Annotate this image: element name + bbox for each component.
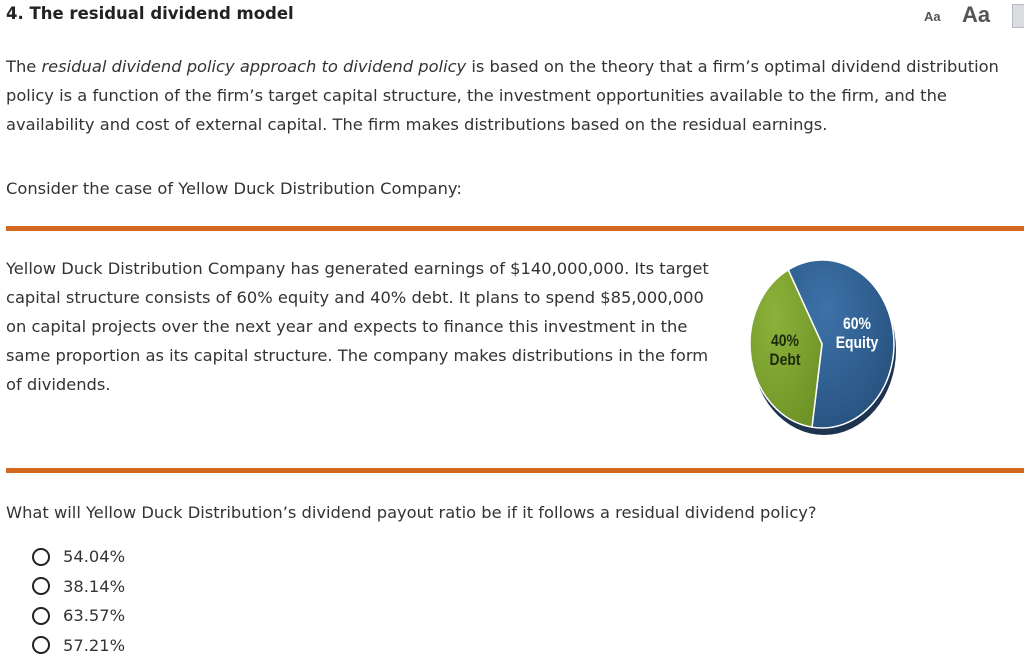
answer-options xyxy=(32,542,125,660)
intro-emphasis: residual dividend policy approach to dividend policy xyxy=(41,57,467,76)
option-label: 38.14% xyxy=(63,576,126,596)
question-text: What will Yellow Duck Distribution’s dividend payout ratio be if it follows a residual dividend policy? xyxy=(6,503,817,522)
answer-option-4[interactable] xyxy=(32,631,125,661)
question-title: 4. The residual dividend model xyxy=(6,4,294,23)
answer-option-2[interactable] xyxy=(32,572,125,602)
debt-percent: 40% xyxy=(771,331,799,350)
section-divider xyxy=(6,226,1024,231)
option-label: 57.21% xyxy=(63,635,126,655)
debt-slice-label xyxy=(756,331,813,369)
intro-prefix: The xyxy=(6,57,42,76)
capital-structure-pie-chart xyxy=(742,254,912,444)
case-description: Yellow Duck Distribution Company has generated earnings of $140,000,000. Its target capital structure consists of 60% equity and 40% debt. It plans to spend $85,000,000 on capital projects over the next year and expects to finance this investment in the same proportion as its capital structure. The company makes distributions in the form of dividends. xyxy=(6,259,709,394)
increase-font-button[interactable]: Aa xyxy=(962,2,991,27)
decrease-font-button[interactable]: Aa xyxy=(924,9,941,24)
radio-button[interactable] xyxy=(32,577,50,595)
equity-percent: 60% xyxy=(843,314,871,333)
consider-text: Consider the case of Yellow Duck Distribution Company: xyxy=(6,179,462,198)
answer-option-1[interactable] xyxy=(32,542,125,572)
option-label: 63.57% xyxy=(63,606,126,626)
radio-button[interactable] xyxy=(32,548,50,566)
intro-suffix: is based on the theory that a firm’s optimal dividend distribution policy is a function of the firm’s target capital structure, the investment opportunities available to the firm, and the availability and cost of external capital. The firm makes distributions based on the residual earnings. xyxy=(6,57,999,134)
print-icon[interactable] xyxy=(1012,4,1024,28)
equity-slice-label xyxy=(828,314,885,352)
radio-button[interactable] xyxy=(32,607,50,625)
option-label: 54.04% xyxy=(63,547,126,567)
answer-option-3[interactable] xyxy=(32,601,125,631)
section-divider-2 xyxy=(6,468,1024,473)
equity-name: Equity xyxy=(835,333,879,352)
debt-name: Debt xyxy=(769,350,801,369)
intro-paragraph xyxy=(6,52,1022,139)
radio-button[interactable] xyxy=(32,636,50,654)
